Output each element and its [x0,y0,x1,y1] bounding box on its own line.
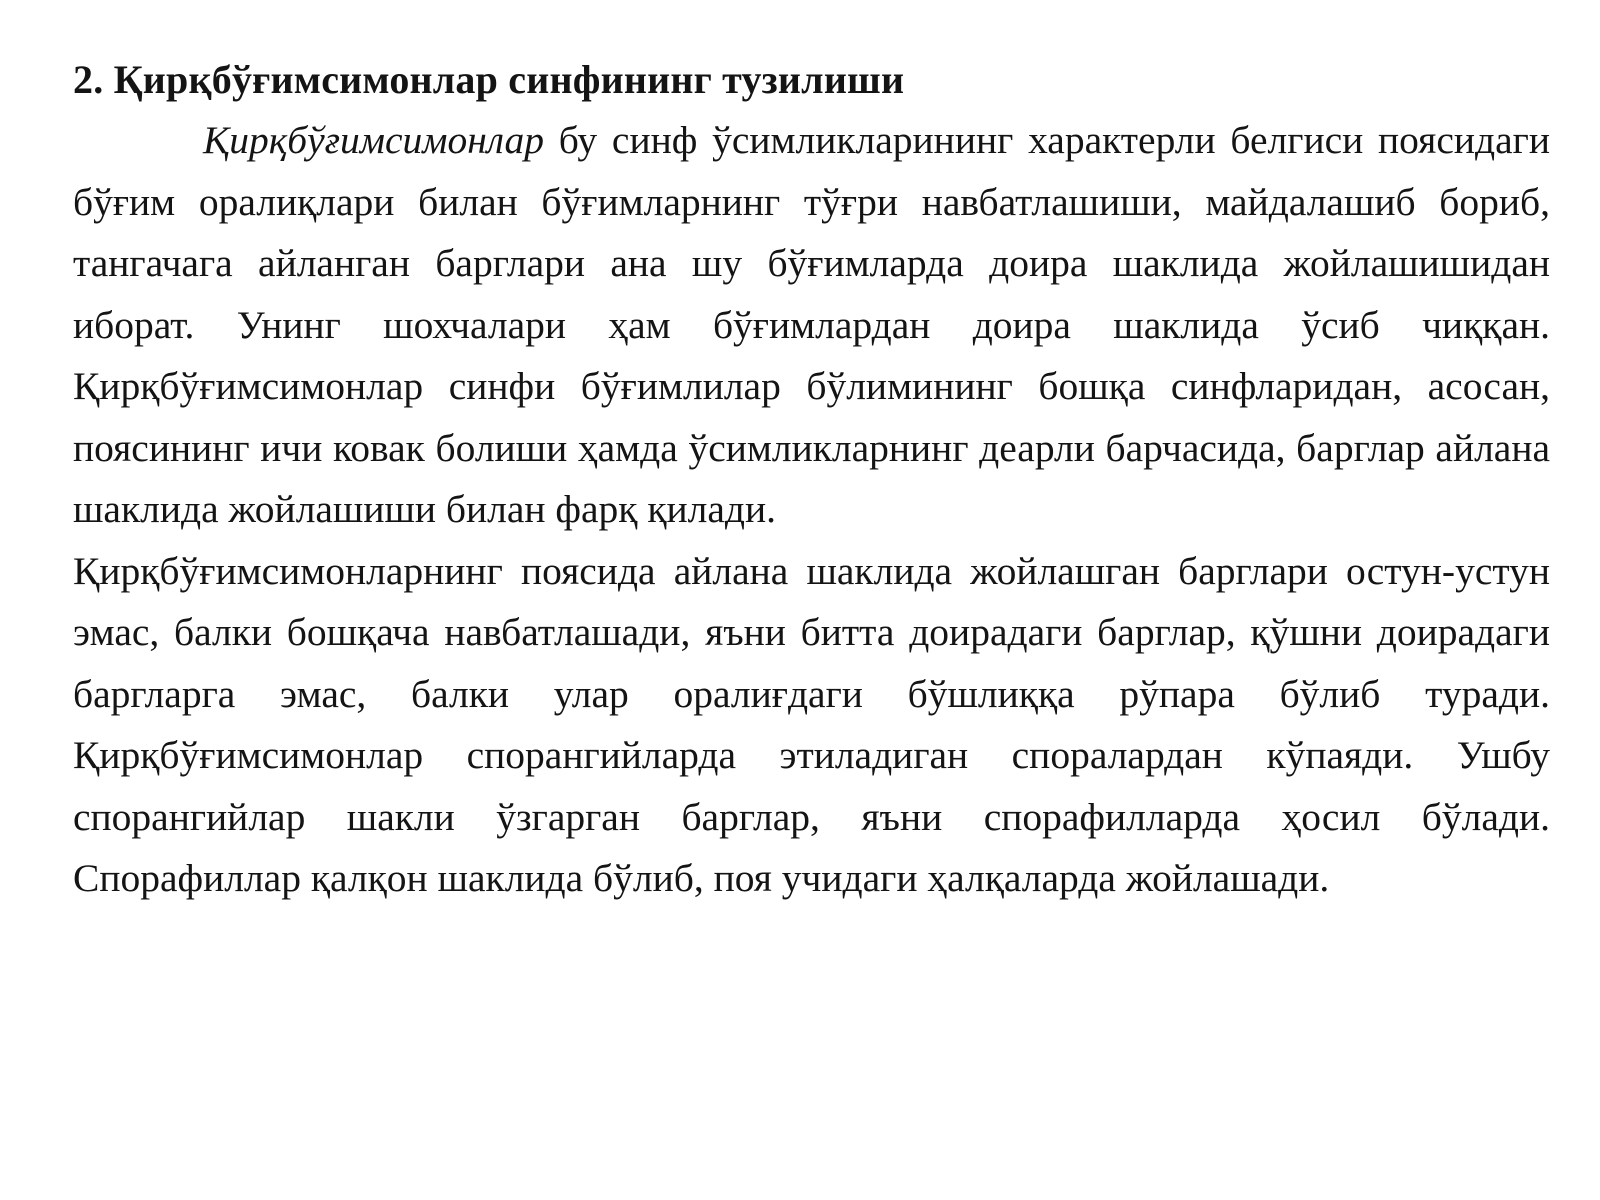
italic-term: Қирқбўғимсимонлар [203,118,545,162]
paragraph-1-text: бу синф ўсимликларининг характерли белгиси поясидаги бўғим оралиқлари билан бўғимларнинг тўғри навбатлашиши, майдалашиб бориб, тангачага айланган барглари ана шу бўғимларда доира шаклида жойлашишидан иборат. Унинг шохчалари ҳам бўғимлардан доира шаклида ўсиб чиққан. Қирқбўғимсимонлар синфи бўғимлилар бўлимининг бошқа синфларидан, асосан, поясининг ичи ковак болиши ҳамда ўсимликларнинг деарли барчасида, барглар айлана шаклида жойлашиши билан фарқ қилади. [73,118,1550,531]
paragraph-1 [73,110,1550,541]
section-heading: 2. Қиpқбўғимсимонлаp синфининг тузилиши [73,57,905,102]
paragraph-2: Қирқбўғимсимонларнинг поясида айлана шаклида жойлашган барглари остун-устун эмас, балки бошқача навбатлашади, яъни битта доирадаги барглар, қўшни доирадаги баргларга эмас, балки улар оралиғдаги бўшлиққа рўпара бўлиб туради. Қирқбўғимсимонлар спорангийларда этиладиган споралардан кўпаяди. Ушбу спорангийлар шакли ўзгарган барглар, яъни спорафилларда ҳосил бўлади. Спорафиллар қалқон шаклида бўлиб, поя учидаги ҳалқаларда жойлашади. [73,548,1550,900]
